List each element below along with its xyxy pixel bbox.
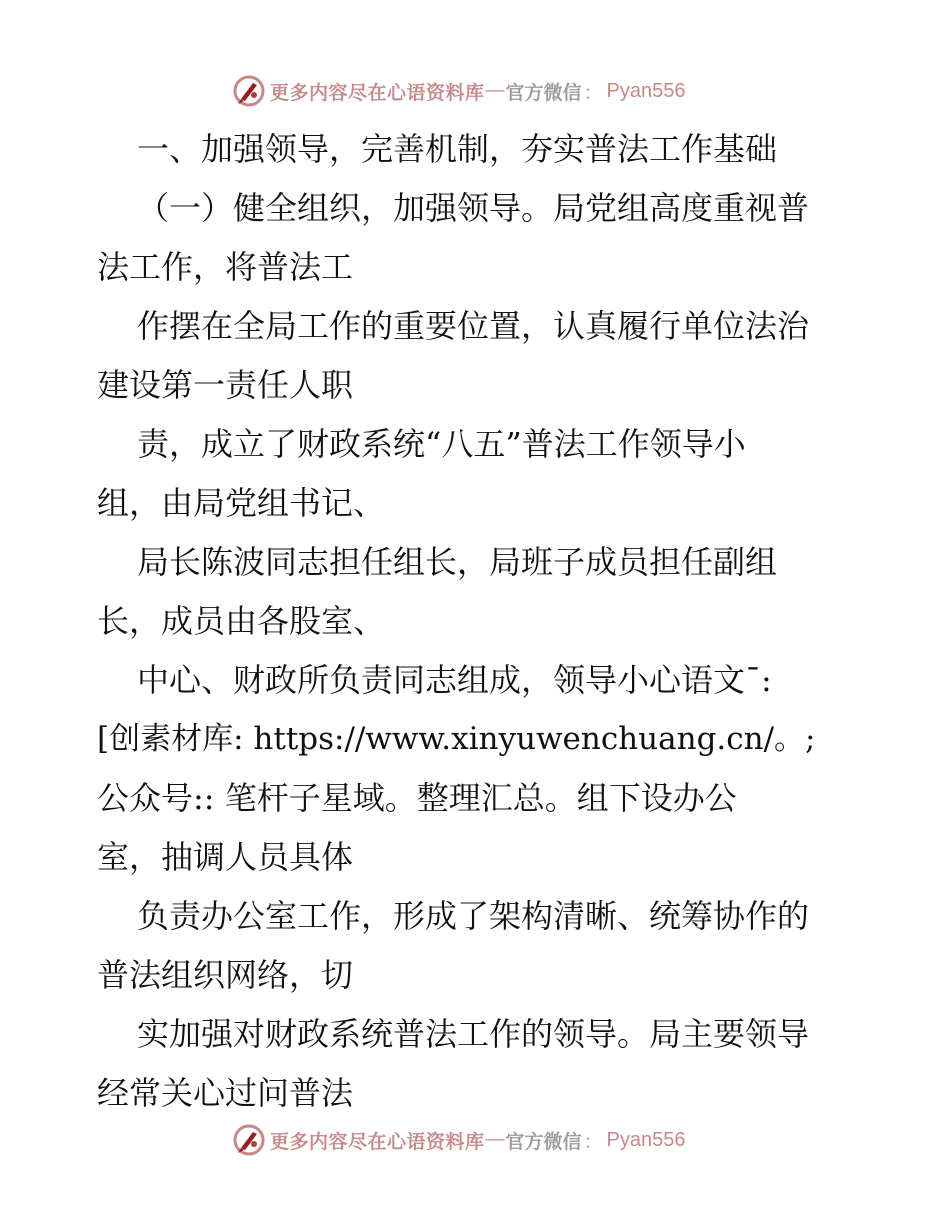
banner-slogan: 更多内容尽在心语资料库 (270, 1130, 485, 1153)
text-line: 一、加强领导，完善机制，夯实普法工作基础 (137, 130, 778, 168)
text-line: 实加强对财政系统普法工作的领导。局主要领导 (137, 1015, 810, 1053)
quill-pen-circle-icon (232, 1123, 266, 1157)
text-line-url: [创素材库: https://www.xinyuwenchuang.cn/。; (97, 721, 816, 757)
text-line: 长，成员由各股室、 (97, 602, 386, 640)
text-line: 中心、财政所负责同志组成，领导小心语文¯: (137, 661, 772, 699)
banner-slogan: 更多内容尽在心语资料库 (270, 81, 485, 104)
banner-colon: ： (583, 1131, 603, 1153)
text-line: 室，抽调人员具体 (97, 838, 354, 876)
text-line: 局长陈波同志担任组长，局班子成员担任副组 (137, 543, 778, 581)
banner-separator: — (485, 80, 505, 101)
banner-colon: ： (583, 82, 603, 104)
text-line: 作摆在全局工作的重要位置，认真履行单位法治 (137, 307, 810, 345)
text-line: 组，由局党组书记、 (97, 484, 386, 522)
banner-separator: — (485, 1129, 505, 1150)
quill-pen-circle-icon (232, 74, 266, 108)
text-line: 经常关心过问普法 (97, 1074, 354, 1112)
text-line: （一）健全组织，加强领导。局党组高度重视普 (137, 189, 810, 227)
banner-wechat-id: Pyan556 (606, 79, 686, 102)
text-line: 负责办公室工作，形成了架构清晰、统筹协作的 (137, 897, 810, 935)
banner-wechat-label: 官方微信 (505, 1130, 582, 1153)
document-body (97, 120, 867, 1123)
text-line: 法工作，将普法工 (97, 248, 354, 286)
text-line: 建设第一责任人职 (97, 366, 354, 404)
banner-wechat-id: Pyan556 (606, 1128, 686, 1151)
header-banner (232, 74, 686, 108)
text-line: 普法组织网络，切 (97, 956, 354, 994)
banner-wechat-label: 官方微信 (505, 81, 582, 104)
text-line: 公众号:: 笔杆子星域。整理汇总。组下设办公 (97, 779, 737, 817)
footer-banner (232, 1123, 686, 1157)
text-line: 责，成立了财政系统“八五”普法工作领导小 (137, 425, 746, 463)
